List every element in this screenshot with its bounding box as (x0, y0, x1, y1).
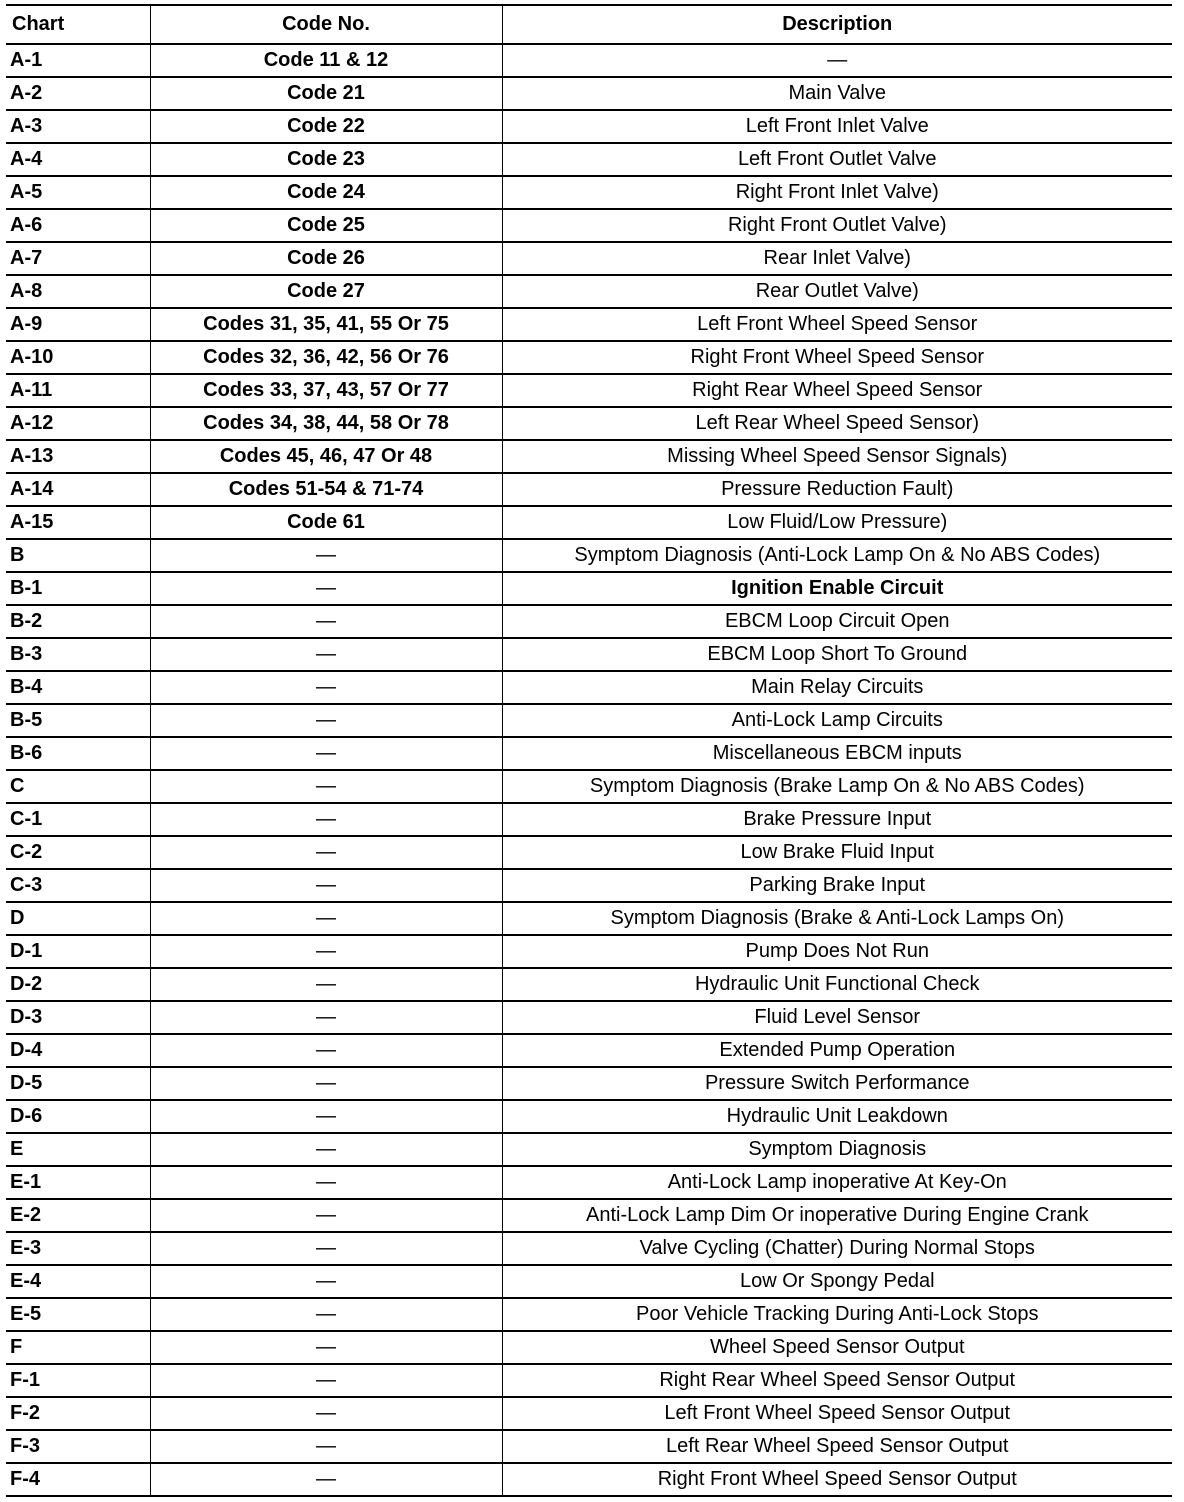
chart-id-cell: B-5 (6, 704, 150, 737)
description-cell: — (502, 44, 1172, 77)
table-row (6, 1133, 1172, 1166)
description-cell: Main Relay Circuits (502, 671, 1172, 704)
description-cell: Extended Pump Operation (502, 1034, 1172, 1067)
description-cell: Left Front Wheel Speed Sensor Output (502, 1397, 1172, 1430)
description-cell: Anti-Lock Lamp Circuits (502, 704, 1172, 737)
chart-id-cell: B-3 (6, 638, 150, 671)
table-row (6, 968, 1172, 1001)
chart-id-cell: A-11 (6, 374, 150, 407)
chart-id-cell: A-9 (6, 308, 150, 341)
code-no-cell: Code 21 (150, 77, 502, 110)
description-cell: Symptom Diagnosis (Brake Lamp On & No ABS Codes) (502, 770, 1172, 803)
chart-id-cell: C-2 (6, 836, 150, 869)
description-cell: Missing Wheel Speed Sensor Signals) (502, 440, 1172, 473)
table-row (6, 704, 1172, 737)
description-cell: Symptom Diagnosis (Brake & Anti-Lock Lamps On) (502, 902, 1172, 935)
description-cell: EBCM Loop Short To Ground (502, 638, 1172, 671)
description-cell: Low Or Spongy Pedal (502, 1265, 1172, 1298)
description-cell: Valve Cycling (Chatter) During Normal Stops (502, 1232, 1172, 1265)
code-no-cell: — (150, 902, 502, 935)
chart-id-cell: D-1 (6, 935, 150, 968)
chart-id-cell: A-6 (6, 209, 150, 242)
table-row (6, 110, 1172, 143)
table-row (6, 242, 1172, 275)
code-no-cell: — (150, 539, 502, 572)
code-no-cell: — (150, 1331, 502, 1364)
description-cell: EBCM Loop Circuit Open (502, 605, 1172, 638)
table-row (6, 770, 1172, 803)
code-no-cell: — (150, 1199, 502, 1232)
column-header-code-no: Code No. (150, 5, 502, 44)
table-row (6, 737, 1172, 770)
description-cell: Parking Brake Input (502, 869, 1172, 902)
code-no-cell: — (150, 704, 502, 737)
chart-id-cell: A-10 (6, 341, 150, 374)
description-cell: Miscellaneous EBCM inputs (502, 737, 1172, 770)
description-cell: Anti-Lock Lamp Dim Or inoperative During Engine Crank (502, 1199, 1172, 1232)
chart-id-cell: A-7 (6, 242, 150, 275)
description-cell: Left Front Outlet Valve (502, 143, 1172, 176)
chart-id-cell: D-6 (6, 1100, 150, 1133)
chart-id-cell: E-1 (6, 1166, 150, 1199)
description-cell: Wheel Speed Sensor Output (502, 1331, 1172, 1364)
description-cell: Anti-Lock Lamp inoperative At Key-On (502, 1166, 1172, 1199)
table-row (6, 1067, 1172, 1100)
table-row (6, 1199, 1172, 1232)
code-no-cell: — (150, 737, 502, 770)
chart-id-cell: D-2 (6, 968, 150, 1001)
table-row (6, 935, 1172, 968)
chart-id-cell: E-3 (6, 1232, 150, 1265)
table-row (6, 77, 1172, 110)
code-no-cell: — (150, 836, 502, 869)
table-row (6, 1265, 1172, 1298)
code-no-cell: — (150, 1034, 502, 1067)
table-row (6, 1331, 1172, 1364)
description-cell: Left Rear Wheel Speed Sensor Output (502, 1430, 1172, 1463)
chart-id-cell: B-4 (6, 671, 150, 704)
description-cell: Right Rear Wheel Speed Sensor Output (502, 1364, 1172, 1397)
code-no-cell: Code 26 (150, 242, 502, 275)
table-row (6, 869, 1172, 902)
code-no-cell: Code 27 (150, 275, 502, 308)
code-no-cell: Codes 33, 37, 43, 57 Or 77 (150, 374, 502, 407)
code-no-cell: — (150, 869, 502, 902)
code-no-cell: Codes 32, 36, 42, 56 Or 76 (150, 341, 502, 374)
chart-id-cell: A-12 (6, 407, 150, 440)
code-no-cell: — (150, 1397, 502, 1430)
table-row (6, 506, 1172, 539)
description-cell: Right Rear Wheel Speed Sensor (502, 374, 1172, 407)
table-row (6, 836, 1172, 869)
table-row (6, 902, 1172, 935)
chart-id-cell: E-4 (6, 1265, 150, 1298)
code-no-cell: — (150, 803, 502, 836)
description-cell: Low Brake Fluid Input (502, 836, 1172, 869)
description-cell: Fluid Level Sensor (502, 1001, 1172, 1034)
chart-id-cell: B-2 (6, 605, 150, 638)
code-no-cell: — (150, 770, 502, 803)
table-row (6, 407, 1172, 440)
description-cell: Ignition Enable Circuit (502, 572, 1172, 605)
description-cell: Hydraulic Unit Functional Check (502, 968, 1172, 1001)
chart-id-cell: A-13 (6, 440, 150, 473)
description-cell: Left Front Inlet Valve (502, 110, 1172, 143)
chart-id-cell: C-3 (6, 869, 150, 902)
table-row (6, 605, 1172, 638)
description-cell: Right Front Outlet Valve) (502, 209, 1172, 242)
description-cell: Brake Pressure Input (502, 803, 1172, 836)
chart-id-cell: F-3 (6, 1430, 150, 1463)
chart-id-cell: A-8 (6, 275, 150, 308)
diagnostic-chart-index (6, 4, 1172, 1498)
chart-id-cell: A-15 (6, 506, 150, 539)
chart-id-cell: F-1 (6, 1364, 150, 1397)
chart-id-cell: B (6, 539, 150, 572)
chart-index-table (6, 4, 1172, 1497)
code-no-cell: — (150, 1001, 502, 1034)
chart-id-cell: D-4 (6, 1034, 150, 1067)
chart-id-cell: F-4 (6, 1463, 150, 1496)
table-row (6, 374, 1172, 407)
chart-id-cell: C-1 (6, 803, 150, 836)
chart-id-cell: E (6, 1133, 150, 1166)
table-row (6, 176, 1172, 209)
code-no-cell: — (150, 1463, 502, 1496)
description-cell: Hydraulic Unit Leakdown (502, 1100, 1172, 1133)
chart-id-cell: C (6, 770, 150, 803)
table-row (6, 1034, 1172, 1067)
column-header-chart: Chart (6, 5, 150, 44)
chart-id-cell: A-3 (6, 110, 150, 143)
table-row (6, 473, 1172, 506)
code-no-cell: — (150, 1232, 502, 1265)
chart-id-cell: B-6 (6, 737, 150, 770)
description-cell: Main Valve (502, 77, 1172, 110)
code-no-cell: — (150, 1133, 502, 1166)
column-header-description: Description (502, 5, 1172, 44)
code-no-cell: — (150, 1067, 502, 1100)
table-row (6, 308, 1172, 341)
description-cell: Right Front Wheel Speed Sensor Output (502, 1463, 1172, 1496)
table-row (6, 1001, 1172, 1034)
code-no-cell: — (150, 572, 502, 605)
table-row (6, 1397, 1172, 1430)
code-no-cell: — (150, 935, 502, 968)
code-no-cell: — (150, 1265, 502, 1298)
table-row (6, 1232, 1172, 1265)
chart-id-cell: F (6, 1331, 150, 1364)
chart-id-cell: E-5 (6, 1298, 150, 1331)
table-row (6, 539, 1172, 572)
description-cell: Rear Inlet Valve) (502, 242, 1172, 275)
code-no-cell: Code 61 (150, 506, 502, 539)
chart-id-cell: A-4 (6, 143, 150, 176)
code-no-cell: Codes 45, 46, 47 Or 48 (150, 440, 502, 473)
description-cell: Pump Does Not Run (502, 935, 1172, 968)
table-row (6, 1298, 1172, 1331)
chart-id-cell: A-5 (6, 176, 150, 209)
description-cell: Rear Outlet Valve) (502, 275, 1172, 308)
code-no-cell: Code 22 (150, 110, 502, 143)
code-no-cell: Codes 34, 38, 44, 58 Or 78 (150, 407, 502, 440)
code-no-cell: Code 24 (150, 176, 502, 209)
description-cell: Poor Vehicle Tracking During Anti-Lock Stops (502, 1298, 1172, 1331)
description-cell: Right Front Wheel Speed Sensor (502, 341, 1172, 374)
table-row (6, 275, 1172, 308)
code-no-cell: — (150, 1298, 502, 1331)
table-row (6, 572, 1172, 605)
code-no-cell: Codes 51-54 & 71-74 (150, 473, 502, 506)
table-row (6, 671, 1172, 704)
description-cell: Left Rear Wheel Speed Sensor) (502, 407, 1172, 440)
chart-id-cell: F-2 (6, 1397, 150, 1430)
table-row (6, 143, 1172, 176)
table-row (6, 1430, 1172, 1463)
table-row (6, 1364, 1172, 1397)
header-row (6, 5, 1172, 44)
description-cell: Right Front Inlet Valve) (502, 176, 1172, 209)
code-no-cell: — (150, 638, 502, 671)
code-no-cell: — (150, 1430, 502, 1463)
table-row (6, 440, 1172, 473)
chart-id-cell: D-3 (6, 1001, 150, 1034)
description-cell: Symptom Diagnosis (Anti-Lock Lamp On & No ABS Codes) (502, 539, 1172, 572)
code-no-cell: Codes 31, 35, 41, 55 Or 75 (150, 308, 502, 341)
table-row (6, 638, 1172, 671)
chart-id-cell: D (6, 902, 150, 935)
table-row (6, 1463, 1172, 1496)
code-no-cell: — (150, 1100, 502, 1133)
description-cell: Pressure Switch Performance (502, 1067, 1172, 1100)
description-cell: Pressure Reduction Fault) (502, 473, 1172, 506)
table-row (6, 209, 1172, 242)
code-no-cell: — (150, 605, 502, 638)
code-no-cell: Code 25 (150, 209, 502, 242)
chart-id-cell: A-14 (6, 473, 150, 506)
chart-id-cell: E-2 (6, 1199, 150, 1232)
code-no-cell: — (150, 1364, 502, 1397)
code-no-cell: — (150, 968, 502, 1001)
chart-id-cell: A-2 (6, 77, 150, 110)
table-row (6, 803, 1172, 836)
table-row (6, 1100, 1172, 1133)
table-row (6, 44, 1172, 77)
code-no-cell: Code 23 (150, 143, 502, 176)
description-cell: Left Front Wheel Speed Sensor (502, 308, 1172, 341)
code-no-cell: — (150, 671, 502, 704)
table-row (6, 1166, 1172, 1199)
code-no-cell: — (150, 1166, 502, 1199)
table-body (6, 44, 1172, 1496)
chart-id-cell: D-5 (6, 1067, 150, 1100)
description-cell: Low Fluid/Low Pressure) (502, 506, 1172, 539)
chart-id-cell: B-1 (6, 572, 150, 605)
table-row (6, 341, 1172, 374)
description-cell: Symptom Diagnosis (502, 1133, 1172, 1166)
chart-id-cell: A-1 (6, 44, 150, 77)
code-no-cell: Code 11 & 12 (150, 44, 502, 77)
